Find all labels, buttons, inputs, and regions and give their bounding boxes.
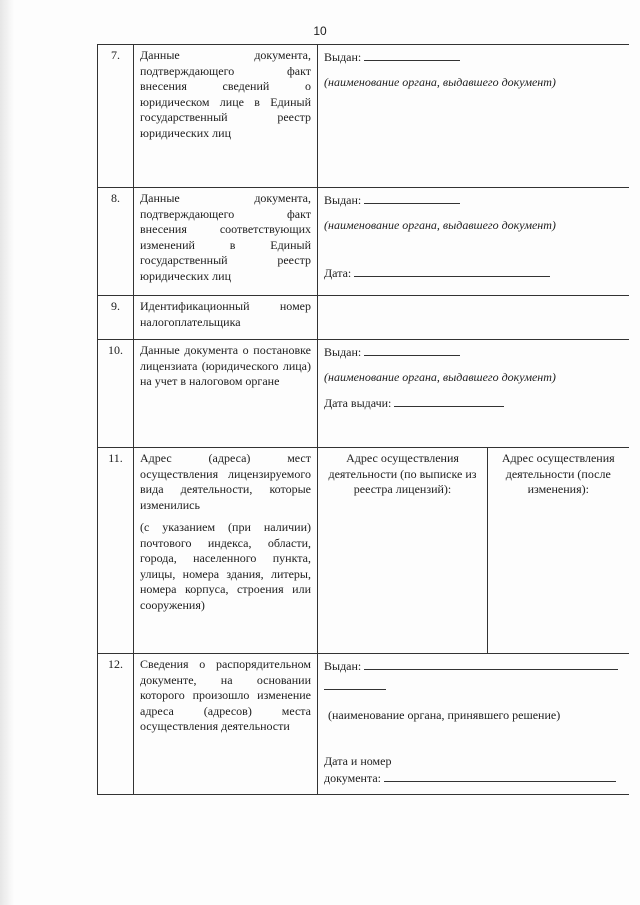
response-cell xyxy=(318,340,629,448)
issue-date-blank[interactable] xyxy=(394,394,504,407)
issuer-note: (наименование органа, принявшего решение) xyxy=(328,708,561,722)
issue-date-label: Дата выдачи: xyxy=(324,396,392,410)
address-before-header: Адрес осуществления деятельности (по выписке из реестра лицензий): xyxy=(328,451,477,496)
issued-label: Выдан: xyxy=(324,659,362,673)
issued-field[interactable] xyxy=(324,343,623,361)
row-number: 10. xyxy=(98,340,134,448)
row-number: 9. xyxy=(98,296,134,340)
address-after-header: Адрес осуществления деятельности (после изменения): xyxy=(501,451,615,496)
doc-date-number-label: Дата и номер xyxy=(324,753,392,768)
doc-date-number-field[interactable] xyxy=(324,769,623,787)
page-number: 10 xyxy=(313,24,327,38)
row-number: 8. xyxy=(98,188,134,296)
issued-field[interactable] xyxy=(324,657,623,675)
table-row xyxy=(98,188,629,296)
row-description: Идентификационный номер налогоплательщика xyxy=(134,296,318,340)
issued-label: Выдан: xyxy=(324,193,362,207)
issued-blank-continuation[interactable] xyxy=(324,677,623,695)
address-before-cell[interactable] xyxy=(318,448,488,654)
date-label: Дата: xyxy=(324,266,352,280)
issuer-note: (наименование органа, выдавшего документ) xyxy=(324,217,556,232)
issuer-note: (наименование органа, выдавшего документ) xyxy=(324,369,556,384)
doc-blank[interactable] xyxy=(384,769,616,782)
date-field[interactable] xyxy=(324,264,623,282)
table-row xyxy=(98,340,629,448)
address-format-note: (с указанием (при наличии) почтового индекса, области, города, населенного пункта, улицы, номера здания, литеры, номера корпуса, строения или сооружения) xyxy=(140,520,311,612)
doc-label: документа: xyxy=(324,771,381,785)
issued-field[interactable] xyxy=(324,191,623,209)
row-description: Данные документа, подтверждающего факт внесения соответствующих изменений в Единый государственный реестр юридических лиц xyxy=(134,188,318,296)
row-number: 12. xyxy=(98,654,134,795)
tin-input-cell[interactable] xyxy=(318,296,629,340)
date-blank[interactable] xyxy=(354,264,550,277)
row-description xyxy=(134,448,318,654)
issued-blank[interactable] xyxy=(364,48,460,61)
table-row xyxy=(98,448,629,654)
scan-edge-shadow xyxy=(0,0,14,905)
address-description: Адрес (адреса) мест осуществления лицензируемого вида деятельности, которые изменились xyxy=(140,451,311,512)
response-cell xyxy=(318,45,629,188)
issued-blank[interactable] xyxy=(364,343,460,356)
issuer-note: (наименование органа, выдавшего документ) xyxy=(324,74,556,89)
table-row xyxy=(98,296,629,340)
issued-label: Выдан: xyxy=(324,50,362,64)
form-table xyxy=(97,44,629,795)
issued-label: Выдан: xyxy=(324,345,362,359)
row-description: Данные документа, подтверждающего факт внесения сведений о юридическом лице в Единый государственный реестр юридических лиц xyxy=(134,45,318,188)
response-cell xyxy=(318,654,629,795)
issued-blank[interactable] xyxy=(364,191,460,204)
row-description: Сведения о распорядительном документе, на основании которого произошло изменение адреса (адресов) места осуществления деятельности xyxy=(134,654,318,795)
issue-date-field[interactable] xyxy=(324,394,623,412)
row-description: Данные документа о постановке лицензиата (юридического лица) на учет в налоговом органе xyxy=(134,340,318,448)
address-after-cell[interactable] xyxy=(488,448,629,654)
table-row xyxy=(98,45,629,188)
issued-blank[interactable] xyxy=(364,657,618,670)
issued-field[interactable] xyxy=(324,48,623,66)
table-row xyxy=(98,654,629,795)
row-number: 11. xyxy=(98,448,134,654)
row-number: 7. xyxy=(98,45,134,188)
response-cell xyxy=(318,188,629,296)
